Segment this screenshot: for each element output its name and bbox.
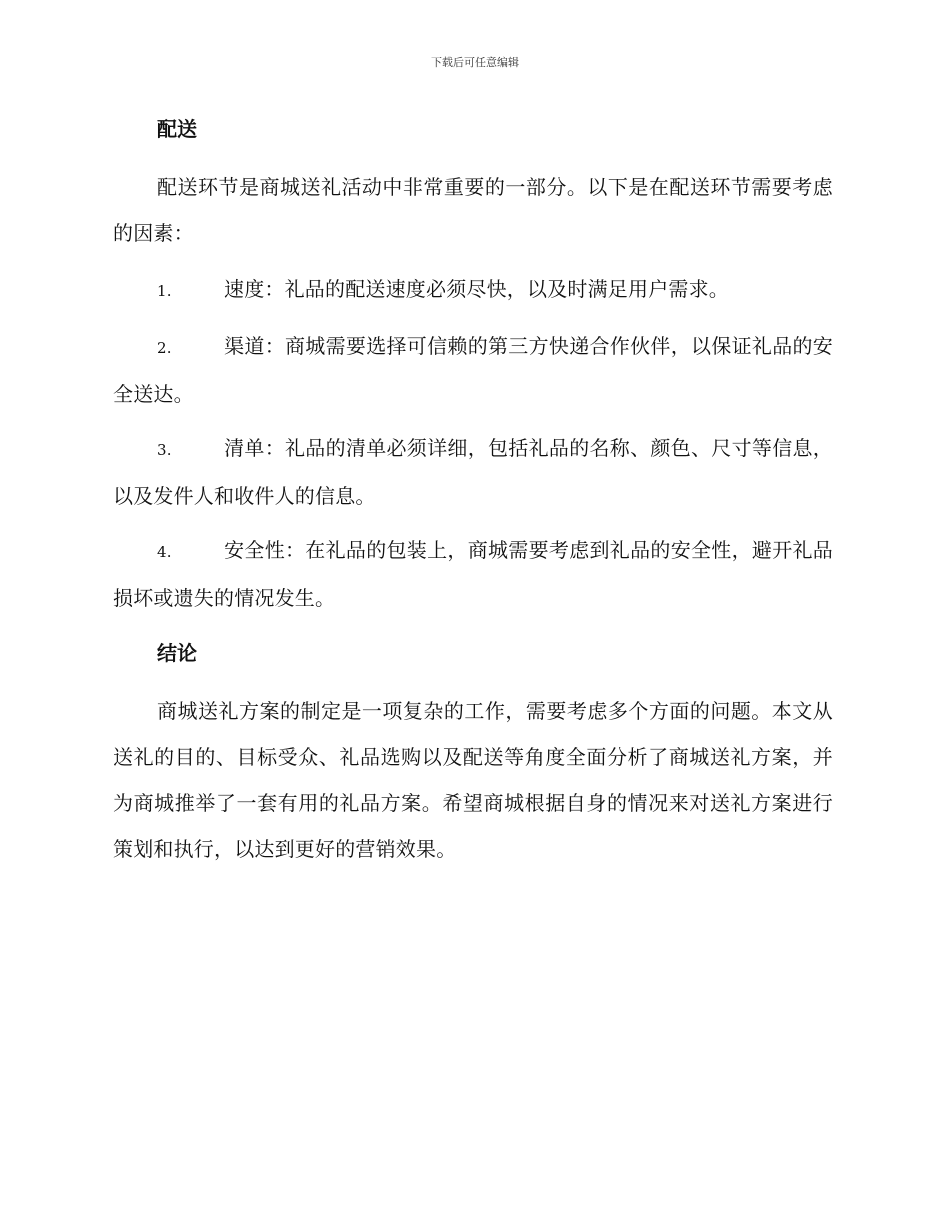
list-item-text: 速度：礼品的配送速度必须尽快，以及时满足用户需求。 [224, 277, 729, 301]
conclusion-paragraph: 商城送礼方案的制定是一项复杂的工作，需要考虑多个方面的问题。本文从送礼的目的、目标受众、礼品选购以及配送等角度全面分析了商城送礼方案，并为商城推举了一套有用的礼品方案。希望商城根据自身的情况来对送礼方案进行策划和执行，以达到更好的营销效果。 [113, 699, 833, 861]
section-title-delivery: 配送 [157, 117, 197, 141]
list-item [113, 527, 833, 621]
list-item-number: 4. [157, 543, 172, 561]
list-item [113, 323, 833, 417]
list-item [113, 425, 833, 519]
list-item-text: 安全性：在礼品的包装上，商城需要考虑到礼品的安全性，避开礼品损坏或遗失的情况发生。 [113, 538, 833, 610]
list-item-number: 3. [157, 441, 172, 459]
list-item-text: 清单：礼品的清单必须详细，包括礼品的名称、颜色、尺寸等信息，以及发件人和收件人的信息。 [113, 436, 833, 508]
header-note: 下载后可任意编辑 [431, 56, 519, 69]
list-item-text: 渠道：商城需要选择可信赖的第三方快递合作伙伴，以保证礼品的安全送达。 [113, 334, 833, 406]
list-item [113, 266, 833, 314]
list-item-number: 1. [157, 282, 172, 300]
list-item-number: 2. [157, 339, 172, 357]
section-title-conclusion: 结论 [157, 641, 197, 665]
delivery-intro-paragraph: 配送环节是商城送礼活动中非常重要的一部分。以下是在配送环节需要考虑的因素： [113, 175, 833, 245]
